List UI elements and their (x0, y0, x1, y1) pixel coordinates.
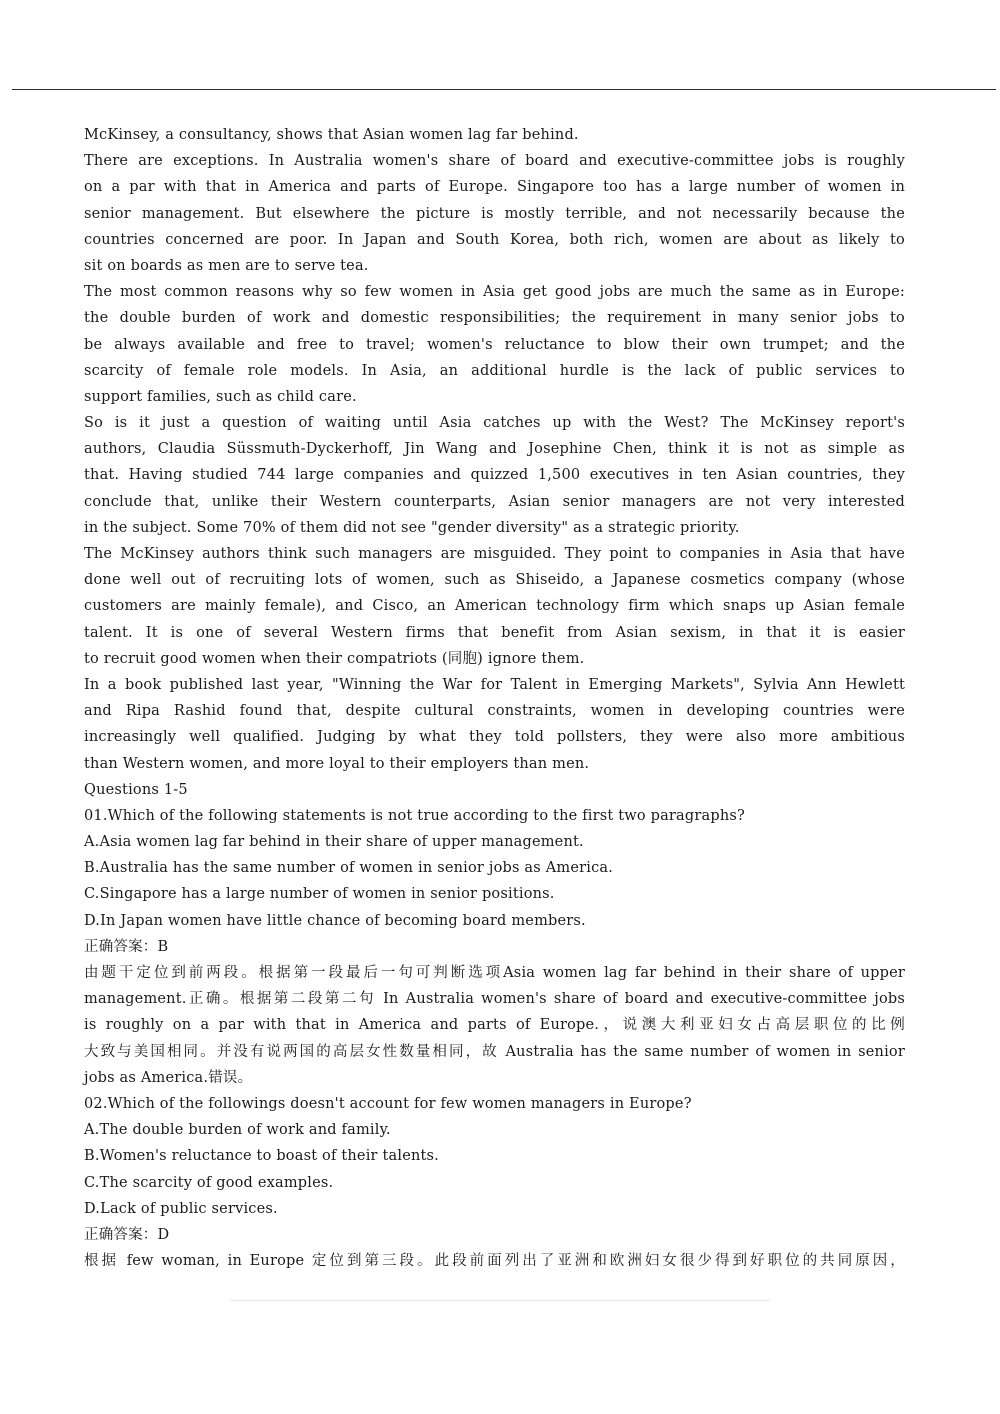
text-line: 大致与美国相同。并没有说两国的高层女性数量相同，故 Australia has the same number of women in senior (84, 1043, 905, 1060)
document-body (84, 122, 905, 1274)
text-line: 02.Which of the followings doesn't account for few women managers in Europe? (84, 1095, 692, 1112)
text-line: McKinsey, a consultancy, shows that Asian women lag far behind. (84, 127, 579, 143)
text-line: The McKinsey authors think such managers are misguided. They point to companies in Asia that have (84, 546, 905, 562)
text-line: 正确答案：D (84, 1226, 170, 1243)
text-line: Questions 1-5 (84, 781, 188, 798)
text-line: done well out of recruiting lots of women, such as Shiseido, a Japanese cosmetics company (whose (84, 572, 905, 589)
text-line: A.Asia women lag far behind in their share of upper management. (84, 834, 584, 851)
text-line: C.Singapore has a large number of women in senior positions. (84, 886, 555, 903)
text-line: management.正确。根据第二段第二句 In Australia women's share of board and executive-committee jobs (84, 991, 905, 1008)
text-line: D.Lack of public services. (84, 1200, 278, 1217)
text-line: So is it just a question of waiting until Asia catches up with the West? The McKinsey report's (84, 415, 905, 432)
text-line: sit on boards as men are to serve tea. (84, 257, 369, 274)
text-line: on a par with that in America and parts of Europe. Singapore too has a large number of women in (84, 179, 905, 196)
text-line: to recruit good women when their compatriots (同胞) ignore them. (84, 650, 585, 667)
text-line: In a book published last year, "Winning the War for Talent in Emerging Markets", Sylvia Ann Hewlett (84, 676, 905, 693)
text-line: C.The scarcity of good examples. (84, 1174, 334, 1191)
text-line: than Western women, and more loyal to their employers than men. (84, 755, 590, 772)
text-line: scarcity of female role models. In Asia, an additional hurdle is the lack of public services to (84, 362, 905, 379)
text-line: 根据 few woman, in Europe 定位到第三段。此段前面列出了亚洲和欧洲妇女很少得到好职位的共同原因， (84, 1253, 905, 1270)
text-line: talent. It is one of several Western firms that benefit from Asian sexism, in that it is easier (84, 624, 905, 641)
text-line: in the subject. Some 70% of them did not see "gender diversity" as a strategic priority. (84, 519, 740, 536)
text-line: customers are mainly female), and Cisco, an American technology firm which snaps up Asian female (84, 598, 905, 615)
text-line: The most common reasons why so few women in Asia get good jobs are much the same as in Europe: (84, 284, 905, 301)
text-line: 01.Which of the following statements is not true according to the first two paragraphs? (84, 807, 746, 824)
text-line: be always available and free to travel; women's reluctance to blow their own trumpet; and the (84, 336, 905, 353)
text-line: countries concerned are poor. In Japan and South Korea, both rich, women are about as likely to (84, 231, 905, 248)
text-line: senior management. But elsewhere the picture is mostly terrible, and not necessarily because the (84, 205, 905, 222)
text-line: jobs as America.错误。 (84, 1069, 253, 1086)
text-line: the double burden of work and domestic responsibilities; the requirement in many senior jobs to (84, 310, 905, 327)
text-line: authors, Claudia Süssmuth-Dyckerhoff, Jin Wang and Josephine Chen, think it is not as simple as (84, 441, 905, 458)
text-line: D.In Japan women have little chance of becoming board members. (84, 912, 586, 929)
text-line: and Ripa Rashid found that, despite cultural constraints, women in developing countries were (84, 703, 905, 720)
text-line: There are exceptions. In Australia women's share of board and executive-committee jobs is roughly (84, 153, 905, 170)
top-divider-rule (12, 89, 996, 90)
text-line: increasingly well qualified. Judging by what they told pollsters, they were also more ambitious (84, 729, 905, 746)
text-line: support families, such as child care. (84, 388, 357, 405)
text-line: conclude that, unlike their Western counterparts, Asian senior managers are not very interested (84, 493, 905, 510)
text-line: is roughly on a par with that in America and parts of Europe.，说澳大利亚妇女占高层职位的比例 (84, 1017, 905, 1034)
text-line: 正确答案：B (84, 938, 169, 955)
text-line: that. Having studied 744 large companies and quizzed 1,500 executives in ten Asian countries, they (84, 467, 905, 484)
text-line: B.Women's reluctance to boast of their talents. (84, 1148, 439, 1165)
text-line: 由题干定位到前两段。根据第一段最后一句可判断选项Asia women lag far behind in their share of upper (84, 965, 905, 981)
text-line: A.The double burden of work and family. (84, 1122, 391, 1139)
page-bottom-faint-rule (230, 1300, 770, 1301)
text-line: B.Australia has the same number of women in senior jobs as America. (84, 860, 614, 877)
